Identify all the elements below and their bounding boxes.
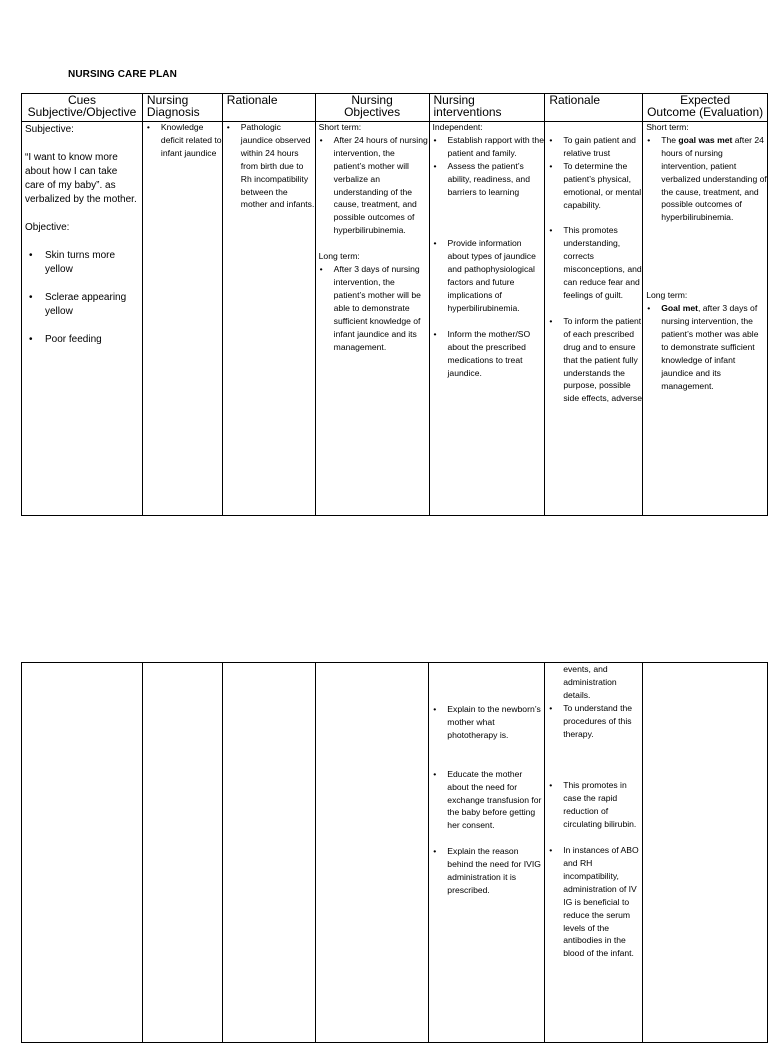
rationale-text: • Pathologic jaundice observed within 24 hours from birth due to Rh incompatibility between the mother and infants. [223,122,315,212]
short-term-label: Short term: [318,122,362,132]
outcome-long: • Goal met, after 3 days of nursing intervention, the patient’s mother was able to demonstrate sufficient knowledge of infant jaundice and its management. [643,302,767,392]
interventions-cell [429,122,545,516]
outcome-cell [643,122,768,516]
header-diagnosis: Nursing Diagnosis [142,94,222,122]
header-rationale-2: Rationale [545,94,643,122]
objective-item: • Poor feeding [25,333,139,347]
diagnosis-cell [142,122,222,516]
subjective-quote: “I want to know more about how I can take care of my baby”. as verbalized by the mother. [25,152,137,205]
rationale-item: • In instances of ABO and RH incompatibility, administration of IV IG is beneficial to reduce the serum levels of the antibodies in the blood of the infant. [545,844,642,960]
intervention-item: • Assess the patient’s ability, readiness, and barriers to learning [430,160,545,199]
cues-cell-continued [22,663,143,1043]
header-interventions: Nursing interventions [429,94,545,122]
rationale-item: • To inform the patient of each prescribed drug and to ensure that the patient fully understands the purpose, possible side effects, adverse [545,315,642,405]
objective-label: Objective: [25,222,70,233]
diagnosis-text: • Knowledge deficit related to infant jaundice [143,122,222,160]
intervention-item: • Explain to the newborn’s mother what phototherapy is. [429,703,544,742]
outcome-cell-continued [643,663,768,1043]
page-title: NURSING CARE PLAN [68,69,177,80]
rationale-2-cell [545,122,643,516]
objective-item: • Skin turns more yellow [25,249,139,277]
interventions-cell-continued [429,663,545,1043]
intervention-item: • Explain the reason behind the need for IVIG administration it is prescribed. [429,845,544,897]
subjective-label: Subjective: [25,124,74,135]
intervention-item: • Educate the mother about the need for exchange transfusion for the baby before getting her consent. [429,768,544,833]
rationale-item: • To understand the procedures of this therapy. [545,702,642,741]
header-objectives: Nursing Objectives [315,94,429,122]
objectives-cell-continued [315,663,429,1043]
rationale-cell-continued [222,663,315,1043]
header-outcome: Expected Outcome (Evaluation) [643,94,768,122]
intervention-item: • Inform the mother/SO about the prescribed medications to treat jaundice. [430,328,545,380]
cues-cell [22,122,143,516]
rationale-item: • To determine the patient’s physical, emotional, or mental capability. [545,160,642,212]
outcome-long-label: Long term: [646,290,688,301]
independent-label: Independent: [432,122,483,132]
header-rationale: Rationale [222,94,315,122]
rationale-cell [222,122,315,516]
rationale-item: • To gain patient and relative trust [545,134,642,160]
rationale-item: • This promotes understanding, corrects misconceptions, and can reduce fear and feelings of guilt. [545,224,642,301]
rationale-2-cell-continued [545,663,643,1043]
outcome-short-label: Short term: [646,122,689,132]
short-term-objective: • After 24 hours of nursing intervention, the patient’s mother will verbalize an understanding of the cause, treatment, and possible outcomes of hyperbilirubinemia. [316,134,429,237]
intervention-item: • Establish rapport with the patient and family. [430,134,545,160]
rationale-item: • This promotes in case the rapid reduction of circulating bilirubin. [545,779,642,831]
care-plan-table [21,93,768,516]
care-plan-table-continued [21,662,768,1043]
rationale-continued-text: events, and administration details. [563,664,617,700]
header-cues: Cues Subjective/Objective [22,94,143,122]
objective-item: • Sclerae appearing yellow [25,291,139,319]
intervention-item: • Provide information about types of jaundice and pathophysiological factors and future implications of hyperbilirubinemia. [430,237,545,314]
long-term-objective: • After 3 days of nursing intervention, the patient’s mother will be able to demonstrate sufficient knowledge of infant jaundice and its management. [316,263,429,353]
long-term-label: Long term: [318,251,360,262]
outcome-short: • The goal was met after 24 hours of nursing intervention, patient verbalized understanding of the cause, treatment, and possible outcomes of hyperbilirubinemia. [643,134,767,224]
objectives-cell [315,122,429,516]
diagnosis-cell-continued [142,663,222,1043]
